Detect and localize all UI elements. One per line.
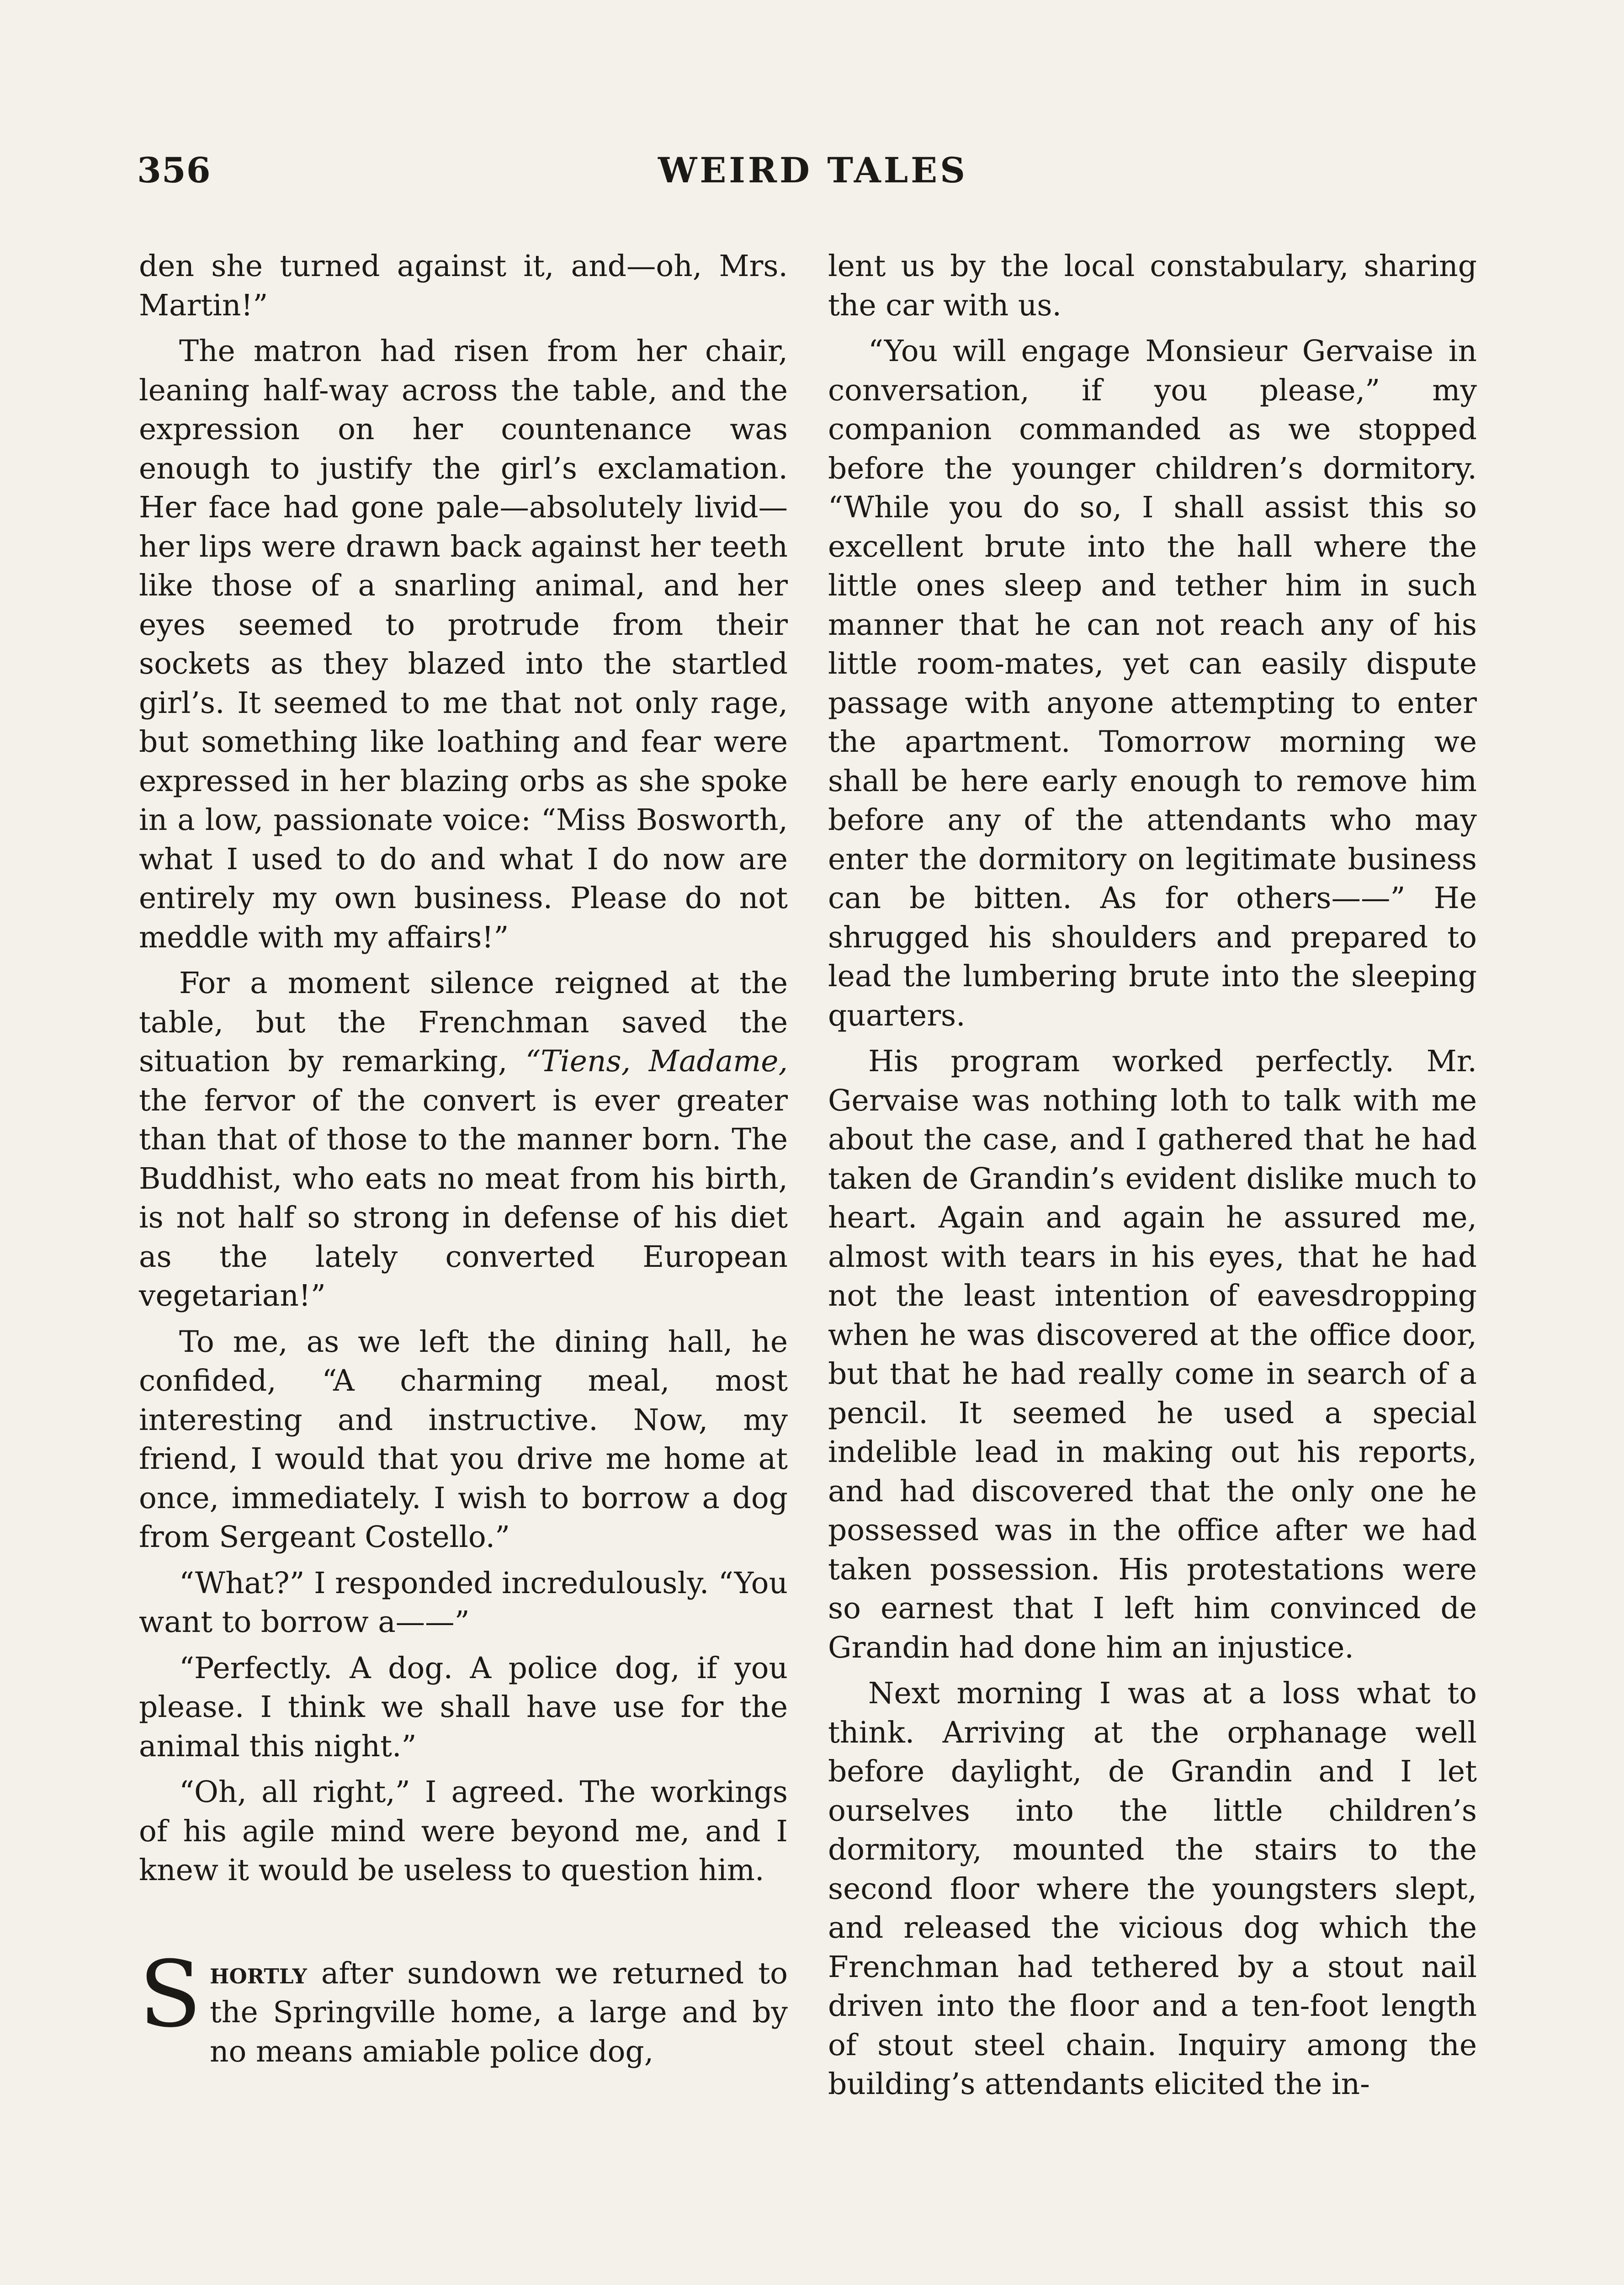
paragraph: “What?” I responded incredulously. “You want to borrow a——” [139,1566,788,1639]
paragraph: “Perfectly. A dog. A police dog, if you please. I think we shall have use for the animal this night.” [139,1651,788,1764]
paragraph: To me, as we left the dining hall, he confided, “A charming meal, most interesting and instructive. Now, my friend, I would that you drive me home at once, immediately. I wish to borrow a dog from Sergeant Costello.” [139,1324,788,1554]
left-column [139,247,788,2071]
paragraph-text: after sundown we returned to the Springville home, a large and by no means amiable police dog, [210,1956,788,2069]
italic-phrase: “Tiens, Madame, [525,1044,788,1079]
small-caps-lead: hortly [210,1956,307,1991]
paragraph [139,332,788,957]
running-title: WEIRD TALES [658,150,968,191]
paragraph-text: For a moment silence reigned at the table, but the Frenchman saved the situation by remarking, [139,966,788,1079]
paragraph: “You will engage Monsieur Gervaise in conversation, if you please,” my companion commanded as we stopped before the younger children’s dormitory. “While you do so, I shall assist this so excellent brute into the hall where the little ones sleep and tether him in such manner that he can not reach any of his little room-mates, yet can easily dispute passage with anyone attempting to enter the apartment. Tomorrow morning we shall be here early enough to remove him before any of the attendants who may enter the dormitory on legitimate business can be bitten. As for others——” He shrugged his shoulders and prepared to lead the lumbering brute into the sleeping quarters. [828,334,1477,1033]
paragraph: His program worked perfectly. Mr. Gervaise was nothing loth to talk with me about the case, and I gathered that he had taken de Grandin’s evident dislike much to heart. Again and again he assured me, almost with tears in his eyes, that he had not the least intention of eavesdropping when he was discovered at the office door, but that he had really come in search of a pencil. It seemed he used a special indelible lead in making out his reports, and had discovered that the only one he possessed was in the office after we had taken possession. His protestations were so earnest that I left him convinced de Grandin had done him an injustice. [828,1044,1477,1665]
right-column [828,247,1477,2104]
paragraph: lent us by the local constabulary, sharing the car with us. [828,249,1477,323]
paragraph: den she turned against it, and—oh, Mrs. Martin!” [139,249,788,323]
paragraph-text: The matron had risen from her chair, leaning half-way across the table, and the expression on her countenance was enough to justify the girl’s exclamation. Her face had gone pale—absolutely livid—her lips were drawn back against her teeth like those of a snarling animal, and her eyes seemed to protrude from their sockets as they blazed into the startled girl’s. It seemed to me that not only rage, but something like loathing and fear were expressed in her blazing orbs as she spoke in a low, passionate voice: “Miss Bosworth, what I used to do and what I do now are entirely my own business. Please do not meddle with my affairs!” [139,334,788,955]
paragraph [139,964,788,1316]
drop-cap: S [139,1941,202,2048]
paragraph: Next morning I was at a loss what to think. Arriving at the orphanage well before daylight, de Grandin and I let ourselves into the little children’s dormitory, mounted the stairs to the second floor where the youngsters slept, and released the vicious dog which the Frenchman had tethered by a stout nail driven into the floor and a ten-foot length of stout steel chain. Inquiry among the building’s attendants elicited the in- [828,1676,1477,2101]
paragraph-text: the fervor of the convert is ever greater than that of those to the manner born. The Buddhist, who eats no meat from his birth, is not half so strong in defense of his diet as the lately converted European vegetarian!” [139,1083,788,1313]
paragraph: “Oh, all right,” I agreed. The workings of his agile mind were beyond me, and I knew it would be useless to question him. [139,1775,788,1887]
page-number: 356 [137,150,211,191]
section-opening-paragraph [139,1941,788,2072]
